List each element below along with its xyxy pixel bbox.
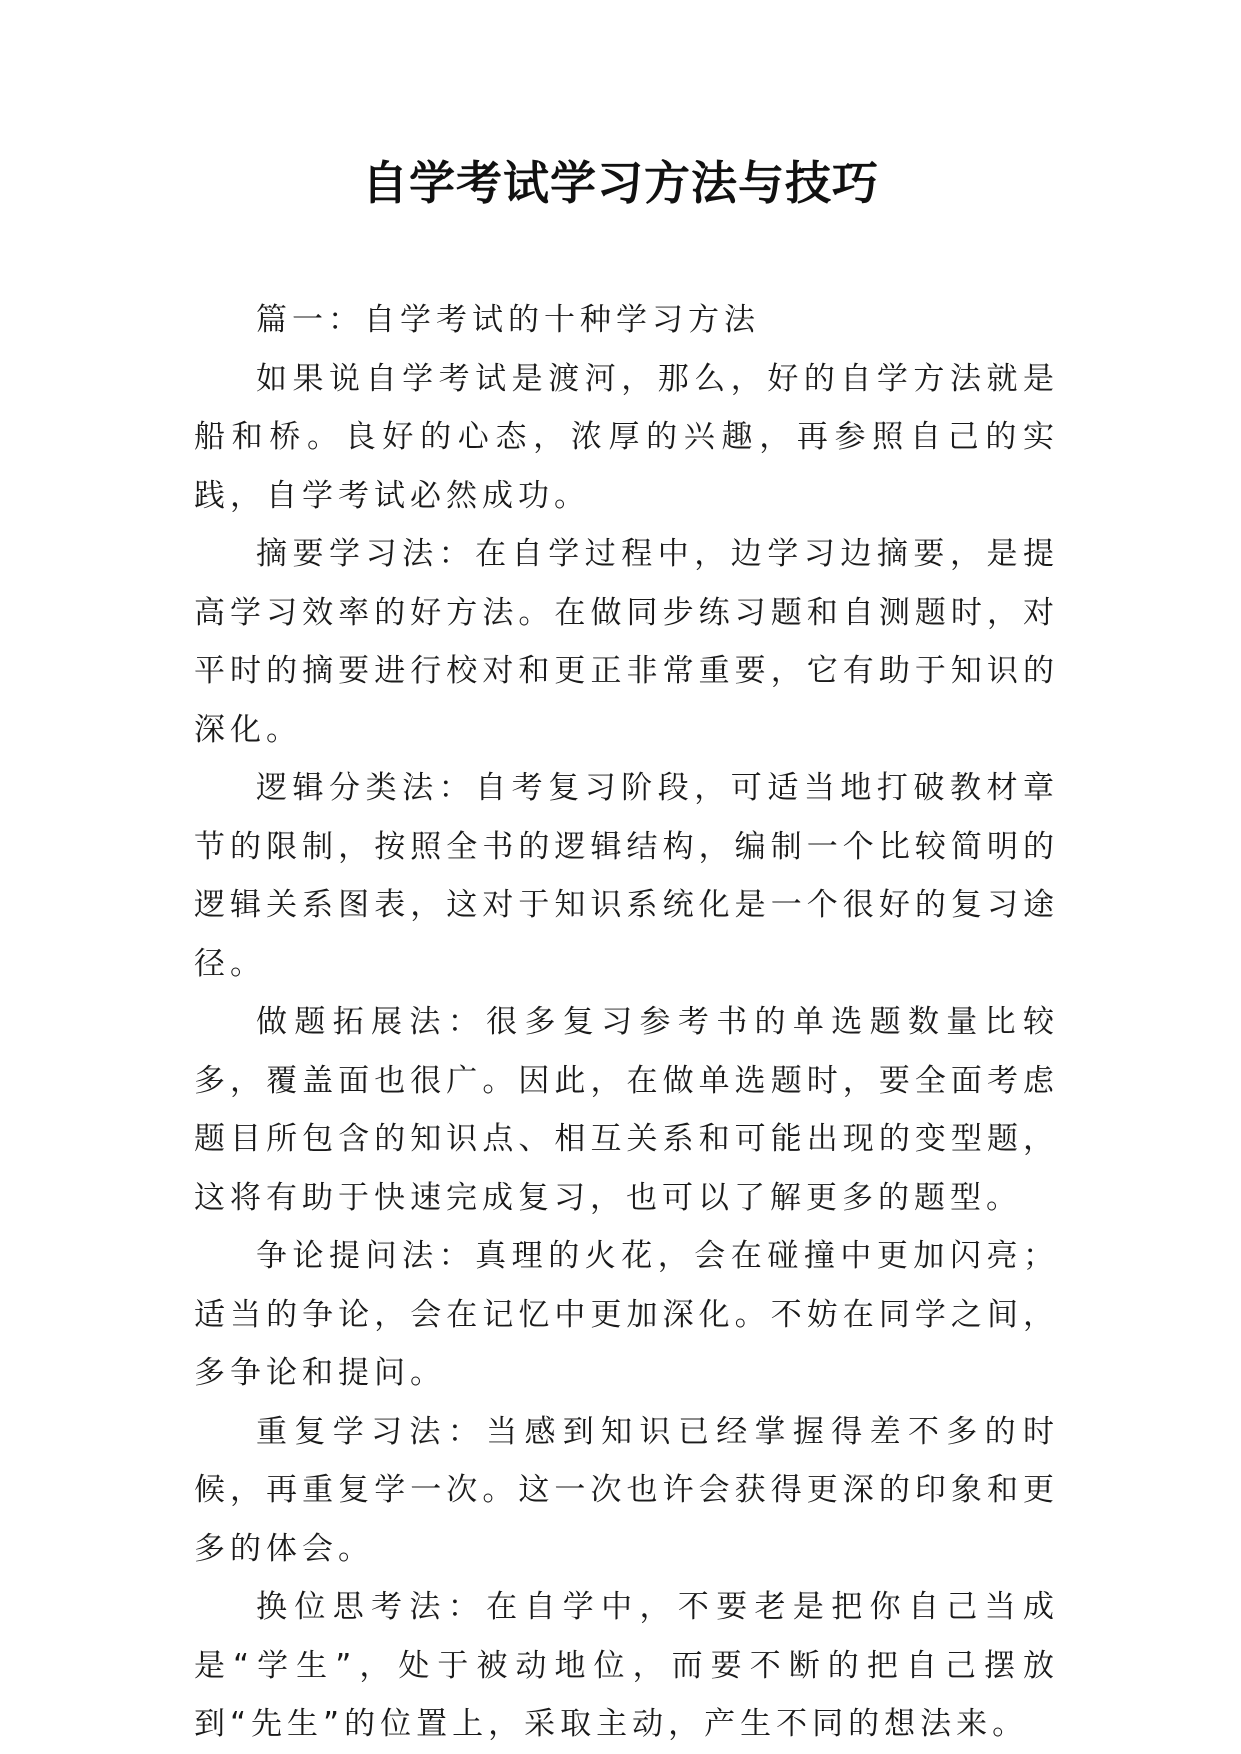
method-perspective-paragraph: 换位思考法：在自学中，不要老是把你自己当成是“学生”，处于被动地位，而要不断的把自己摆放到“先生”的位置上，采取主动，产生不同的想法来。 bbox=[194, 1589, 1059, 1742]
section-heading: 篇一：自学考试的十种学习方法 bbox=[256, 302, 760, 338]
method-debate-paragraph: 争论提问法：真理的火花，会在碰撞中更加闪亮；适当的争论，会在记忆中更加深化。不妨在同学之间，多争论和提问。 bbox=[194, 1238, 1059, 1391]
intro-paragraph: 如果说自学考试是渡河，那么，好的自学方法就是船和桥。良好的心态，浓厚的兴趣，再参照自己的实践，自学考试必然成功。 bbox=[194, 360, 1059, 514]
method-repeat-paragraph: 重复学习法：当感到知识已经掌握得差不多的时候，再重复学一次。这一次也许会获得更深的印象和更多的体会。 bbox=[194, 1413, 1059, 1567]
method-exercise-paragraph: 做题拓展法：很多复习参考书的单选题数量比较多，覆盖面也很广。因此，在做单选题时，要全面考虑题目所包含的知识点、相互关系和可能出现的变型题，这将有助于快速完成复习，也可以了解更多的题型。 bbox=[194, 1004, 1059, 1216]
method-summary-paragraph: 摘要学习法：在自学过程中，边学习边摘要，是提高学习效率的好方法。在做同步练习题和自测题时，对平时的摘要进行校对和更正非常重要，它有助于知识的深化。 bbox=[194, 536, 1059, 748]
method-logic-paragraph: 逻辑分类法：自考复习阶段，可适当地打破教材章节的限制，按照全书的逻辑结构，编制一个比较简明的逻辑关系图表，这对于知识系统化是一个很好的复习途径。 bbox=[194, 770, 1059, 982]
document-title: 自学考试学习方法与技巧 bbox=[362, 156, 879, 210]
document-body bbox=[194, 291, 1059, 1754]
